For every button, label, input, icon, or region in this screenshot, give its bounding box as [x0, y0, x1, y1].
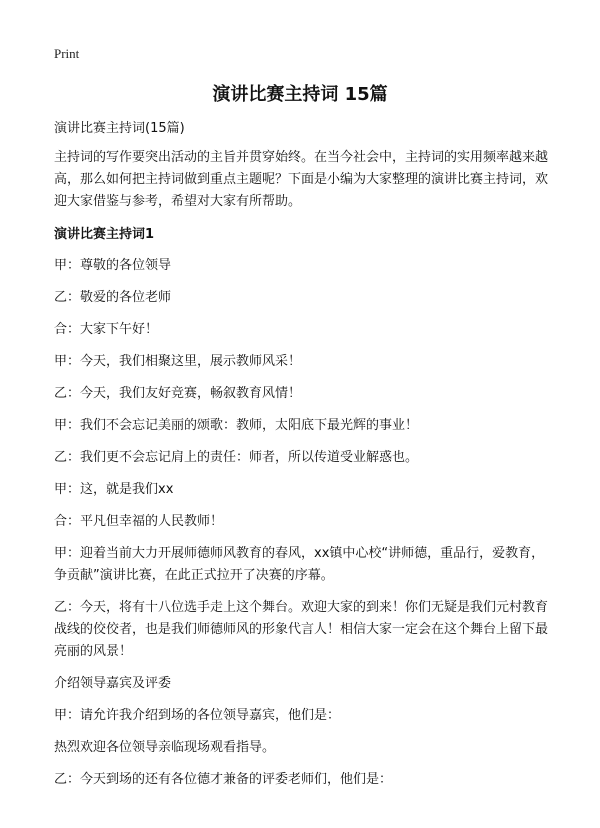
document-title: 演讲比赛主持词 15篇: [212, 84, 388, 105]
dialogue-line: 甲：请允许我介绍到场的各位领导嘉宾，他们是：: [54, 708, 341, 723]
dialogue-line: 甲：这，就是我们xx: [54, 482, 174, 497]
dialogue-line: 乙：今天到场的还有各位德才兼备的评委老师们，他们是：: [54, 772, 393, 787]
dialogue-line: 甲：我们不会忘记美丽的颂歌：教师，太阳底下最光辉的事业！: [54, 418, 419, 433]
print-label: Print: [54, 46, 80, 61]
section-heading: 演讲比赛主持词1: [54, 227, 155, 242]
dialogue-line: 乙：今天，我们友好竞赛，畅叙教育风情！: [54, 386, 302, 401]
dialogue-paragraph: 乙：今天，将有十八位选手走上这个舞台。欢迎大家的到来！你们无疑是我们元村教育战线的佼佼者，也是我们师德师风的形象代言人！相信大家一定会在这个舞台上留下最亮丽的风景！: [54, 600, 549, 659]
subsection-label: 介绍领导嘉宾及评委: [54, 676, 172, 691]
intro-paragraph: 主持词的写作要突出活动的主旨并贯穿始终。在当今社会中，主持词的实用频率越来越高，那么如何把主持词做到重点主题呢？下面是小编为大家整理的演讲比赛主持词，欢迎大家借鉴与参考，希望对大家有所帮助。: [54, 150, 549, 209]
document-body: [54, 118, 554, 801]
dialogue-line: 乙：敬爱的各位老师: [54, 290, 172, 305]
dialogue-line: 合：大家下午好！: [54, 322, 159, 337]
dialogue-line: 合：平凡但幸福的人民教师！: [54, 514, 224, 529]
dialogue-line: 甲：尊敬的各位领导: [54, 258, 172, 273]
dialogue-paragraph: 甲：迎着当前大力开展师德师风教育的春风，xx镇中心校“讲师德，重品行，爱教育，争贡献”演讲比赛，在此正式拉开了决赛的序幕。: [54, 546, 545, 583]
dialogue-line: 甲：今天，我们相聚这里，展示教师风采！: [54, 354, 302, 369]
document-subtitle: 演讲比赛主持词(15篇): [54, 121, 185, 136]
dialogue-line: 热烈欢迎各位领导亲临现场观看指导。: [54, 740, 276, 755]
dialogue-line: 乙：我们更不会忘记肩上的责任：师者，所以传道受业解惑也。: [54, 450, 419, 465]
